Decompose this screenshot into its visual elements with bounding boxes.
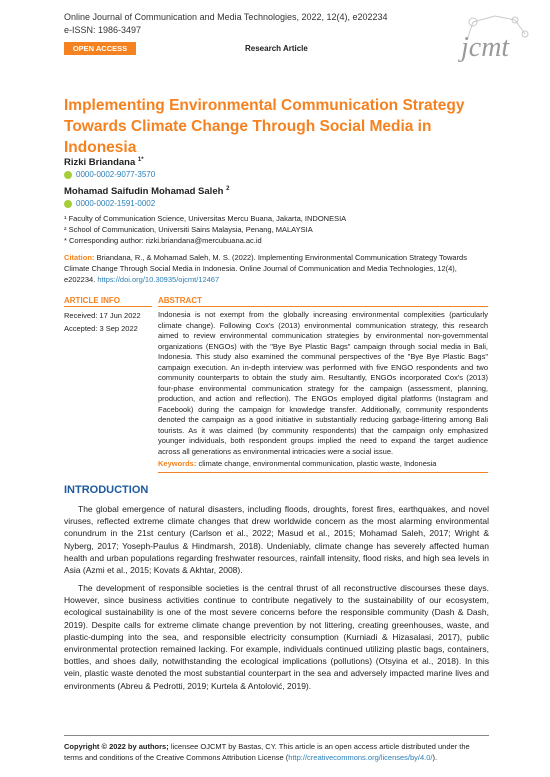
article-info-heading: ARTICLE INFO — [64, 296, 120, 305]
article-title: Implementing Environmental Communication Strategy Towards Climate Change Through Social Media in Indonesia — [64, 97, 465, 156]
license-text: licensee OJCMT by Bastas, CY. This article is an open access article distributed under the terms and conditions of the Creative Commons Attribution License ( — [64, 742, 470, 762]
author-1-name: Rizki Briandana $^{1*}$ — [64, 157, 144, 169]
author-2-orcid[interactable]: 0000-0002-1591-0002 — [64, 199, 155, 208]
citation-label: Citation: — [64, 253, 95, 262]
affiliation-1: ¹ Faculty of Communication Science, Universitas Mercu Buana, Jakarta, INDONESIA — [64, 214, 347, 223]
logo-lettering: jcmt — [461, 32, 510, 63]
author-1-orcid[interactable]: 0000-0002-9077-3570 — [64, 170, 155, 179]
journal-citation-line: Online Journal of Communication and Media Technologies, 2022, 12(4), e202234 — [64, 12, 388, 22]
article-type-label: Research Article — [245, 44, 308, 53]
corresponding-author: * Corresponding author: rizki.briandana@mercubuana.ac.id — [64, 236, 262, 245]
abstract-heading: ABSTRACT — [158, 296, 202, 305]
introduction-heading: INTRODUCTION — [64, 484, 149, 496]
orcid-icon — [64, 200, 72, 208]
intro-paragraph-2: The development of responsible societies is the central thrust of all reconstructive discourses these days. However, since business activities continue to contribute negatively to the sustainability of our ecosystem, ecological sustainability is one of the most severe concerns before the responsible community (Dash & Dash, 2019). Despite calls for extreme climate change prevention by not littering, creating greenhouses, waste, and plastic-dumping into the sea, and responsible electricity consumption (Kurniadi & Hizasalasi, 2017), public environmental protection remained lacking. For example, individuals continued utilizing plastic bags, containers, bottles, and shoes daily, notwithstanding the ecological implications (pollutions) (Otsyina et al., 2018). In this vein, plastic waste denoted the most substantial counterpart in the sea and adversely impacted marine lives and environments (Abreu & Pedrotti, 2019; Kurtela & Antolović, 2019). — [64, 583, 489, 691]
orcid-icon — [64, 171, 72, 179]
citation-block — [64, 252, 489, 285]
article-info-rule — [64, 306, 152, 307]
keywords-line — [158, 459, 488, 468]
affiliation-2: ² School of Communication, Universiti Sains Malaysia, Penang, MALAYSIA — [64, 225, 313, 234]
keywords-text: climate change, environmental communication, plastic waste, Indonesia — [198, 459, 437, 468]
copyright-label: Copyright © 2022 by authors; — [64, 742, 169, 751]
received-date: Received: 17 Jun 2022 — [64, 311, 141, 320]
abstract-rule — [158, 306, 488, 307]
accepted-date: Accepted: 3 Sep 2022 — [64, 324, 138, 333]
license-footer: Copyright © 2022 by authors; licensee OJCMT by Bastas, CY. This article is an open access article distributed under the terms and conditions of the Creative Commons Attribution License (http://creativecommons.org/licenses/by/4.0/). — [64, 742, 470, 762]
issn-line: e-ISSN: 1986-3497 — [64, 25, 142, 35]
abstract-text: Indonesia is not exempt from the globally increasing environmental complexities (particularly climate change). Following Cox's (2013) environmental communication strategy, this research aimed to review environmental communication strategies by environmental non-governmental organizations (ENGOs) with the "Bye Bye Plastic Bags" campaign through social media in Bali, Indonesia. This study also examined the communal perspectives of the "Bye Bye Plastic Bags" campaign execution. An in-depth interview was performed with five ENGO respondents and two community counterparts to obtain the study aim. Resultantly, ENGOs incorporated Cox's (2013) four-phase environmental communication strategy for the campaign (assessment, planning, production, and action and reflection). The ENGOs employed digital platforms (Instagram and Facebook) during the campaign for knowledge transfer. Additionally, community respondents denoted the campaign as a good initiative in substantially reducing garbage-littering among Bali tourists. As it was claimed (by community respondents) that the campaign only emphasized younger individuals, both respondent groups implied the need to expand the target audience across all generations as environmental intricacies were a social issue. — [158, 310, 488, 456]
footer-rule — [64, 735, 489, 736]
journal-logo — [455, 10, 537, 70]
author-2-name: Mohamad Saifudin Mohamad Saleh $^2$ — [64, 186, 230, 198]
doi-link[interactable]: https://doi.org/10.30935/ojcmt/12467 — [97, 275, 220, 284]
license-link[interactable]: http://creativecommons.org/licenses/by/4.0/ — [288, 753, 433, 762]
citation-text: Briandana, R., & Mohamad Saleh, M. S. (2022). Implementing Environmental Communication Strategy Towards Climate Change Through Social Media in Indonesia. Online Journal of Communication and Media Technologies, 12(4), e202234. — [64, 253, 467, 284]
keywords-label: Keywords: — [158, 459, 197, 468]
intro-paragraph-1: The global emergence of natural disasters, including floods, droughts, forest fires, earthquakes, and novel viruses, reflected extreme climate changes that drew worldwide concern as the most alarming environmental conundrum in the 21st century (Carlson et al., 2022; Masud et al., 2015; Mohamad Saleh, 2017; Wright & Nyberg, 2017; Yoseph-Paulus & Hindmarsh, 2018). Undeniably, climate change has severely affected human health and urban populations regarding freshwater resources, rainfall intensity, flood risks, and high sea levels in Asia (Azmi et al., 2015; Kovats & Akhtar, 2008). — [64, 504, 489, 576]
abstract-bottom-rule — [158, 472, 488, 473]
open-access-badge: OPEN ACCESS — [64, 42, 136, 55]
